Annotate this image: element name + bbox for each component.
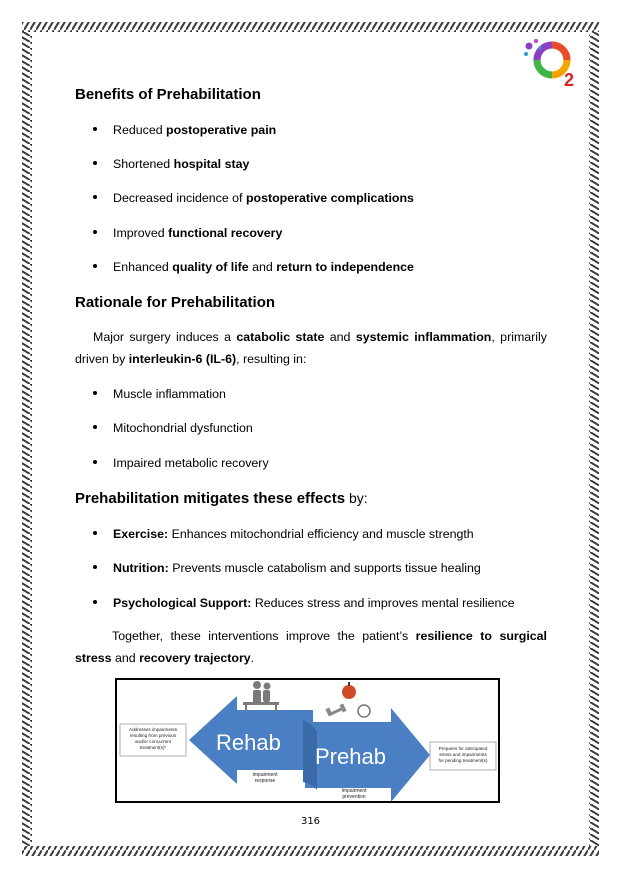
conclusion-paragraph: Together, these interventions improve the patient’s resilience to surgical stress and recovery trajectory.: [75, 629, 547, 665]
right-box-line-2: stress and impairments: [439, 752, 487, 757]
apple-icon: [342, 682, 356, 699]
rehab-caption-line-2: response: [254, 778, 276, 784]
o2-logo: [522, 36, 580, 88]
section-heading-rationale: Rationale for Prehabilitation: [75, 294, 276, 311]
left-box-line-4: treatment(s)*: [139, 745, 167, 750]
prehab-caption-line-1: Impairment: [341, 788, 367, 794]
rehab-prehab-diagram: [117, 680, 498, 801]
section-heading-mitigation: Prehabilitation mitigates these effects by:: [75, 490, 368, 507]
prehab-label: Prehab: [315, 744, 386, 769]
right-box-line-1: Prepares for anticipated: [438, 746, 488, 751]
prehab-caption-line-2: prevention: [342, 794, 366, 800]
rationale-paragraph: Major surgery induces a catabolic state and systemic inflammation, primarily driven by interleukin-6 (IL-6), resulting in:: [75, 330, 547, 366]
right-box-line-3: for pending treatment(s): [438, 758, 488, 763]
section-heading-benefits: Benefits of Prehabilitation: [75, 86, 261, 103]
left-box-line-1: Addresses impairments: [129, 727, 177, 732]
rehab-prehab-figure: [115, 678, 500, 803]
people-icon: [243, 681, 279, 713]
page-number: 316: [300, 816, 321, 827]
head-icon: [358, 705, 370, 717]
rehab-label: Rehab: [216, 730, 281, 755]
left-box-line-2: resulting from previous: [129, 733, 177, 738]
dumbbell-icon: [325, 704, 346, 717]
svg-text:2: 2: [564, 70, 575, 88]
rehab-caption-line-1: Impairment: [252, 772, 278, 778]
left-box-line-3: and/or concurrent: [134, 739, 172, 744]
